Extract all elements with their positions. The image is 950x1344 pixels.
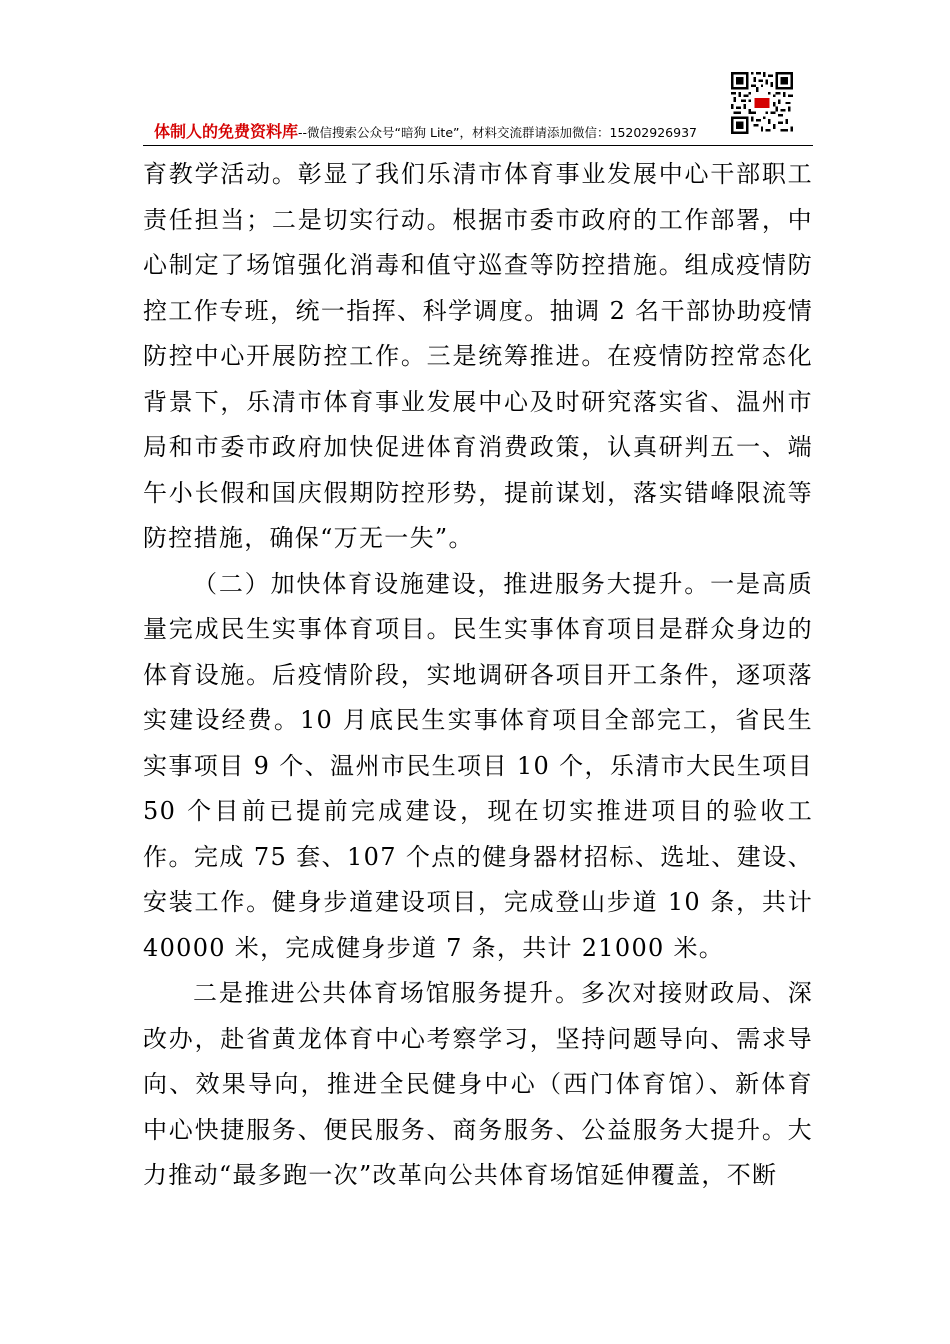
qr-code-icon — [731, 72, 793, 134]
brand-name: 体制人的免费资料库 — [154, 122, 299, 141]
paragraph-venue-service: 二是推进公共体育场馆服务提升。多次对接财政局、深改办，赴省黄龙体育中心考察学习，坚持问题导向、需求导向、效果导向，推进全民健身中心（西门体育馆）、新体育中心快捷服务、便民服务、商务服务、公益服务大提升。大力推动“最多跑一次”改革向公共体育场馆延伸覆盖，不断 — [143, 979, 813, 1189]
header-rule — [143, 145, 813, 146]
paragraph-continuation: 育教学活动。彰显了我们乐清市体育事业发展中心干部职工责任担当；二是切实行动。根据市委市政府的工作部署，中心制定了场馆强化消毒和值守巡查等防控措施。组成疫情防控工作专班，统一指挥、科学调度。抽调 2 名干部协助疫情防控中心开展防控工作。三是统筹推进。在疫情防控常态化背景下，乐清市体育事业发展中心及时研究落实省、温州市局和市委市政府加快促进体育消费政策，认真研判五一、端午小长假和国庆假期防控形势，提前谋划，落实错峰限流等防控措施，确保“万无一失”。 — [143, 160, 813, 552]
page-header — [143, 0, 813, 146]
contact-note: --微信搜索公众号“暗狗 Lite”，材料交流群请添加微信：15202926937 — [298, 125, 697, 140]
header-banner — [154, 122, 697, 143]
document-body — [143, 152, 813, 1199]
paragraph-section-two: （二）加快体育设施建设，推进服务大提升。一是高质量完成民生实事体育项目。民生实事体育项目是群众身边的体育设施。后疫情阶段，实地调研各项目开工条件，逐项落实建设经费。10 月底民生实事体育项目全部完工，省民生实事项目 9 个、温州市民生项目 10 个，乐清市大民生项目 50 个目前已提前完成建设，现在切实推进项目的验收工作。完成 75 套、107 个点的健身器材招标、选址、建设、安装工作。健身步道建设项目，完成登山步道 10 条，共计 40000 米，完成健身步道 7 条，共计 21000 米。 — [143, 569, 813, 962]
